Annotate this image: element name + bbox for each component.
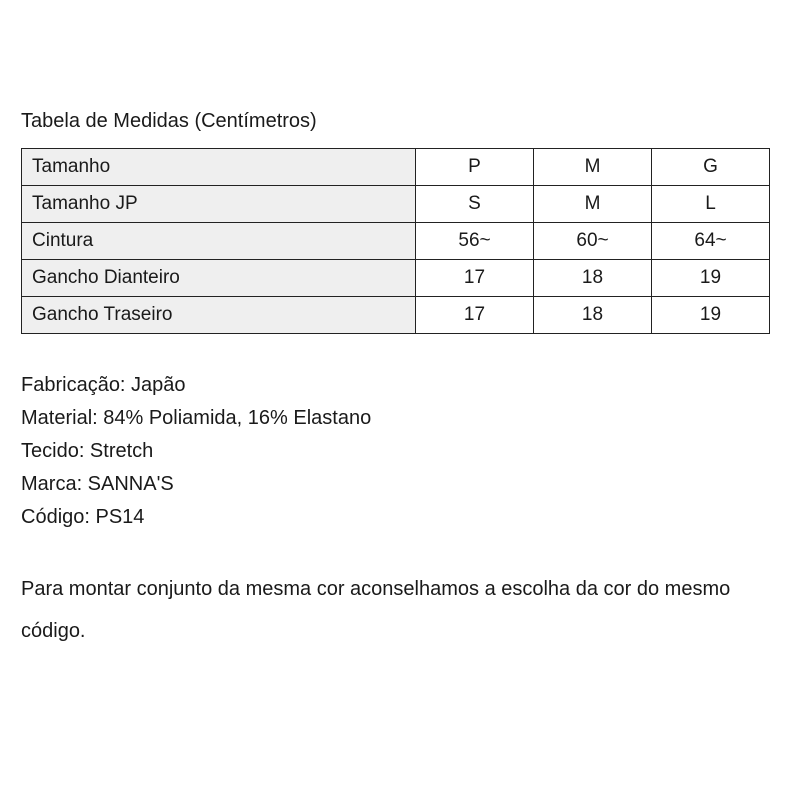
row-label-tamanho-jp: Tamanho JP <box>22 186 416 223</box>
table-cell: 60~ <box>534 223 652 260</box>
size-table-title: Tabela de Medidas (Centímetros) <box>21 110 317 132</box>
spec-codigo: Código: PS14 <box>21 506 145 528</box>
row-label-gancho-dianteiro: Gancho Dianteiro <box>22 260 416 297</box>
table-cell: 17 <box>416 260 534 297</box>
table-cell: S <box>416 186 534 223</box>
table-cell: G <box>652 149 770 186</box>
spec-tecido: Tecido: Stretch <box>21 440 154 462</box>
table-row <box>22 260 770 297</box>
row-label-tamanho: Tamanho <box>22 149 416 186</box>
row-label-gancho-traseiro: Gancho Traseiro <box>22 297 416 334</box>
table-cell: M <box>534 149 652 186</box>
table-row <box>22 186 770 223</box>
spec-marca: Marca: SANNA'S <box>21 473 174 495</box>
table-cell: 18 <box>534 297 652 334</box>
table-cell: 17 <box>416 297 534 334</box>
size-table <box>21 148 770 334</box>
product-specs <box>21 369 371 534</box>
table-cell: 64~ <box>652 223 770 260</box>
color-set-note: Para montar conjunto da mesma cor aconselhamos a escolha da cor do mesmo código. <box>21 578 731 642</box>
table-row <box>22 149 770 186</box>
table-cell: 19 <box>652 260 770 297</box>
table-cell: L <box>652 186 770 223</box>
table-cell: 19 <box>652 297 770 334</box>
spec-material: Material: 84% Poliamida, 16% Elastano <box>21 407 372 429</box>
table-cell: M <box>534 186 652 223</box>
table-row <box>22 297 770 334</box>
table-cell: 56~ <box>416 223 534 260</box>
spec-fabricacao: Fabricação: Japão <box>21 374 186 396</box>
table-cell: P <box>416 149 534 186</box>
row-label-cintura: Cintura <box>22 223 416 260</box>
table-cell: 18 <box>534 260 652 297</box>
table-row <box>22 223 770 260</box>
